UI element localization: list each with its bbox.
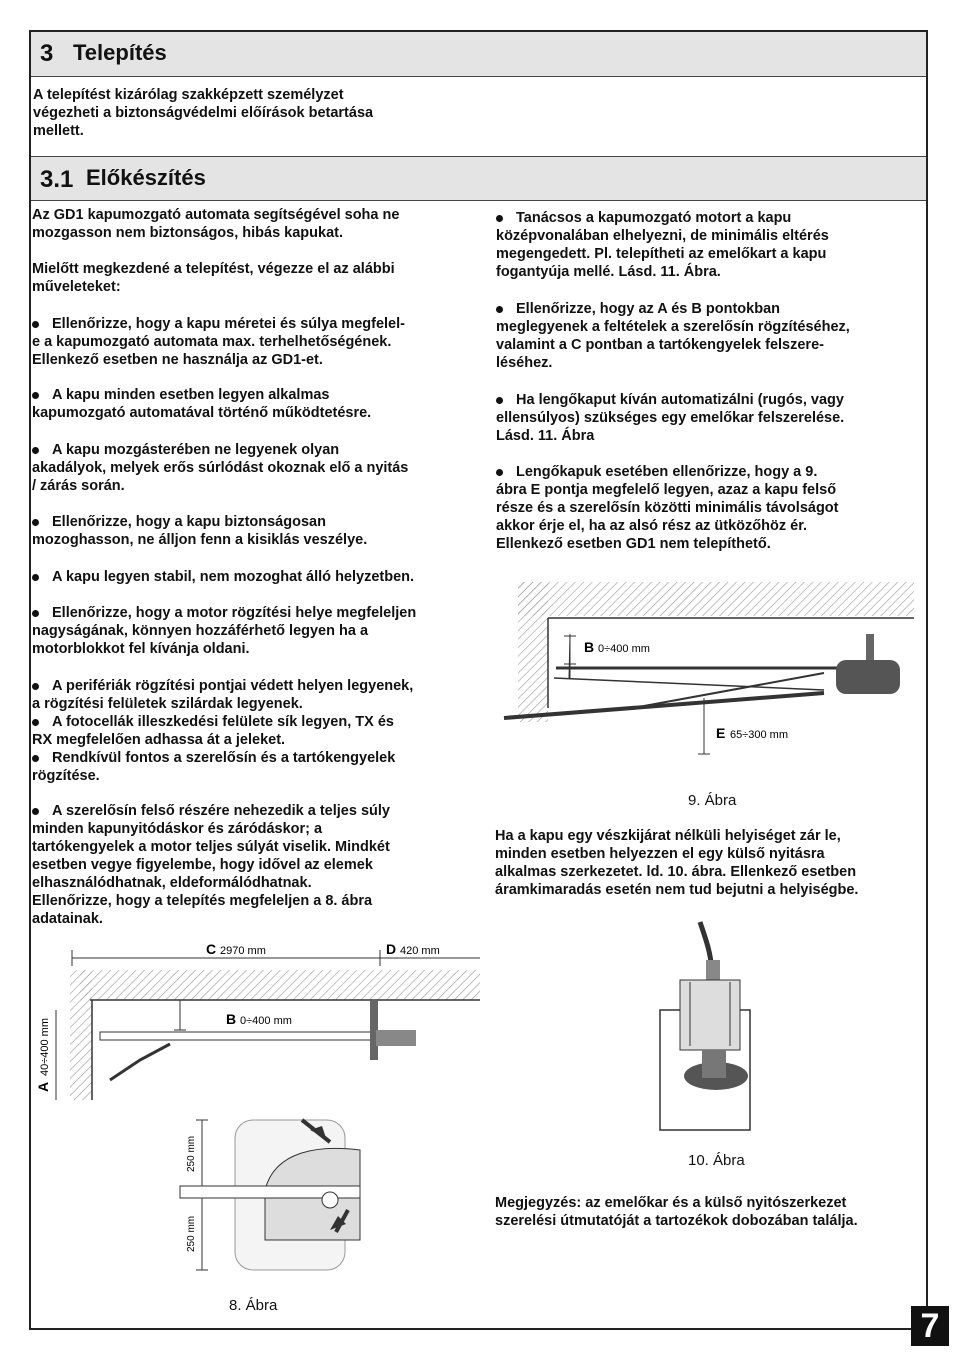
left-bullet-8: A fotocellák illeszkedési felülete sík legyen, TX és RX megfelelően adhassa át a jeleket.	[32, 714, 394, 748]
fig8-label-a-letter: A	[35, 1081, 51, 1092]
release-mechanism	[680, 980, 740, 1050]
fig8-label-a-value: 40÷400 mm	[39, 1017, 51, 1076]
subsection-title: Előkészítés	[86, 165, 206, 190]
subsection-header	[31, 156, 926, 201]
fig9-label-e-value: 65÷300 mm	[730, 729, 789, 741]
fig8-label-d-letter: D	[386, 941, 397, 957]
page-number: 7	[911, 1306, 949, 1346]
fig8-label-b-value: 0÷400 mm	[240, 1015, 292, 1027]
right-bullet-3: Ha lengőkaput kíván automatizálni (rugós, vagy ellensúlyos) szükséges egy emelőkar felszerelése. Lásd. 11. Ábra	[496, 392, 845, 444]
wall-hatch	[70, 970, 92, 1100]
left-paragraph-2: Mielőtt megkezdené a telepítést, végezze el az alábbi műveleteket:	[32, 261, 395, 295]
figure-8-caption: 8. Ábra	[229, 1297, 278, 1314]
left-bullet-2: A kapu minden esetben legyen alkalmas kapumozgató automatával történő működtetésre.	[32, 387, 372, 421]
motor-head	[376, 1030, 416, 1046]
left-bullet-10: A szerelősín felső részére nehezedik a teljes súly minden kapunyitódáskor és záródáskor; a tartókengyelek a motor teljes súlyát viselik. Mindkét esetben vegye figyelembe, hogy idővel az elemek elhasználódhatnak, eldeformálódhatnak. Ellenőrizze, hogy a telepítés megfeleljen a 8. ábra adatainak.	[32, 803, 390, 927]
figure-10-caption: 10. Ábra	[688, 1152, 745, 1169]
ceiling-hatch	[80, 970, 480, 1000]
left-bullet-6: Ellenőrizze, hogy a motor rögzítési helye megfeleljen nagyságának, könnyen hozzáférhető legyen ha a motorblokkot fel kívánja oldani.	[32, 605, 417, 657]
fig8-label-d-value: 420 mm	[400, 945, 440, 957]
left-bullet-7: A perifériák rögzítési pontjai védett helyen legyenek, a rögzítési felületek szilárdak legyenek.	[32, 678, 414, 712]
left-bullet-9: Rendkívül fontos a szerelősín és a tartókengyelek rögzítése.	[32, 750, 396, 784]
right-bullet-2: Ellenőrizze, hogy az A és B pontokban meglegyenek a feltételek a szerelősín rögzítéséhez, valamint a C pontban a tartókengyelek felszere- léséhez.	[496, 301, 850, 371]
subsection-number: 3.1	[40, 166, 74, 193]
fig8-dim-top: 250 mm	[186, 1135, 197, 1172]
section-number: 3	[40, 40, 54, 67]
rail	[100, 1032, 400, 1040]
fig8-label-c-value: 2970 mm	[220, 945, 266, 957]
left-paragraph-1: Az GD1 kapumozgató automata segítségével soha ne mozgasson nem biztonságos, hibás kapukat.	[32, 207, 400, 241]
fig8-label-c-letter: C	[206, 941, 217, 957]
right-paragraph-emergency: Ha a kapu egy vészkijárat nélküli helyiséget zár le, minden esetben helyezzen el egy külső nyitásra alkalmas szerkezetet. ld. 10. ábra. Ellenkező esetben áramkimaradás esetén nem tud bejutni a helyiségbe.	[495, 828, 859, 898]
figure-10-diagram	[640, 920, 800, 1140]
left-bullet-4: Ellenőrizze, hogy a kapu biztonságosan mozoghasson, ne álljon fenn a kisiklás veszélye.	[32, 514, 368, 548]
handle-base	[702, 1050, 726, 1078]
fig9-label-b-letter: B	[584, 639, 595, 655]
left-bullet-5: A kapu legyen stabil, nem mozoghat álló helyzetben.	[52, 569, 415, 585]
right-bullet-4: Lengőkapuk esetében ellenőrizze, hogy a 9. ábra E pontja megfelelő legyen, azaz a kapu felső része és a szerelősín közötti minimális távolságot akkor érje el, ha az alsó rész az ütközőhöz ér. Ellenkező esetben GD1 nem telepíthető.	[496, 464, 839, 552]
ceiling-hatch	[518, 582, 914, 616]
fig8-dim-bottom: 250 mm	[186, 1215, 197, 1252]
left-bullet-1: Ellenőrizze, hogy a kapu méretei és súlya megfelel- e a kapumozgató automata max. terhelhetőségének. Ellenkező esetben ne használja az GD1-et.	[32, 316, 405, 368]
intro-text: A telepítést kizárólag szakképzett személyzet végezheti a biztonságvédelmi előírások betartása mellett.	[33, 87, 374, 139]
section-title: Telepítés	[73, 40, 167, 65]
arm	[110, 1044, 170, 1080]
fig8-label-b-letter: B	[226, 1011, 237, 1027]
right-bullet-1: Tanácsos a kapumozgató motort a kapu középvonalában elhelyezni, de minimális eltérés megengedett. Pl. telepítheti az emelőkart a kapu fogantyúja mellé. Lásd. 11. Ábra.	[496, 210, 829, 280]
figure-8-diagram	[30, 940, 480, 1310]
figure-9-caption: 9. Ábra	[688, 792, 737, 809]
motor-unit	[836, 660, 900, 694]
left-bullet-3: A kapu mozgásterében ne legyenek olyan akadályok, melyek erős súrlódást okoznak elő a nyitás / zárás során.	[32, 442, 409, 494]
fig9-label-b-value: 0÷400 mm	[598, 643, 650, 655]
right-note: Megjegyzés: az emelőkar és a külső nyitószerkezet szerelési útmutatóját a tartozékok dobozában találja.	[495, 1195, 858, 1229]
fig9-label-e-letter: E	[716, 725, 726, 741]
section-header	[31, 32, 926, 77]
figure-9-diagram	[494, 578, 914, 758]
wall-hatch	[518, 582, 548, 722]
